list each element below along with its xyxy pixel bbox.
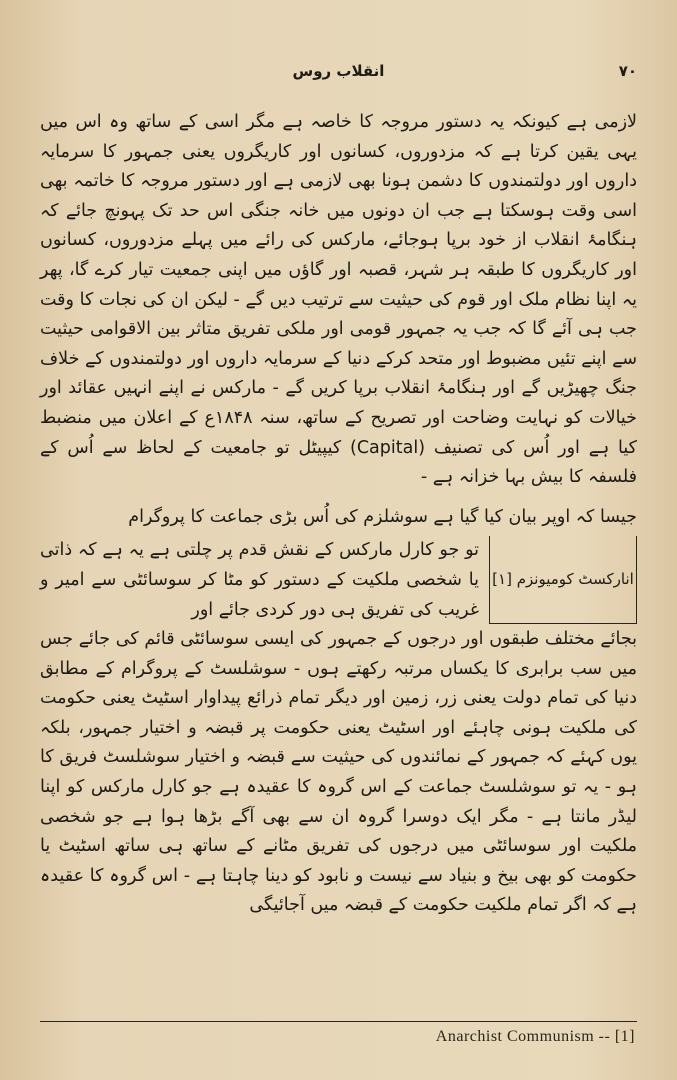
boxed-term: انارکسٹ کومیونزم [۱] bbox=[489, 536, 637, 624]
page-number: ۷۰ bbox=[618, 62, 637, 80]
running-title: انقلاب روس bbox=[292, 62, 385, 80]
paragraph-intro: جیسا کہ اوپر بیان کیا گیا ہے سوشلزم کی اُس بڑی جماعت کا پروگرام bbox=[128, 506, 637, 527]
paragraph-beside-box: تو جو کارل مارکس کے نقش قدم پر چلتی ہے یہ ہے کہ ذاتی یا شخصی ملکیت کے دستور کو مٹا کر سوسائٹی سے امیر و غریب کی تفریق ہی دور کردی جائے اور bbox=[40, 540, 479, 620]
paragraph: بجائے مختلف طبقوں اور درجوں کے جمہور کی ایسی سوسائٹی قائم کی جائے جس میں سب برابری کا یکساں مرتبہ رکھتے ہوں - سوشلسٹ کے پروگرام کے مطابق دنیا کی تمام دولت یعنی زر، زمین اور دیگر تمام ذرائع پیداوار اسٹیٹ یعنی حکومت کی ملکیت ہونی چاہئے اور اسٹیٹ یعنی حکومت پر قبضہ و اختیار جمہور، بلکہ یوں کہئے کہ جمہور کے نمائندوں کی حیثیت سے قبضہ و اختیار سوشلسٹ فریق کا ہو - یہ تو سوشلسٹ جماعت کے اس گروہ کا عقیدہ ہے جو کارل مارکس کو اپنا لیڈر مانتا ہے - مگر ایک دوسرا گروہ ان سے بھی آگے بڑھا ہوا ہے جو شخصی ملکیت اور سوسائٹی میں درجوں کی تفریق مٹانے کے ساتھ ہی ساتھ اسٹیٹ یا حکومت کو بھی بیخ و بنیاد سے نیست و نابود کو دینا چاہتا ہے - اس گروہ کا عقیدہ ہے کہ اگر تمام ملکیت حکومت کے قبضہ میں آجائیگی bbox=[40, 629, 637, 916]
page-body bbox=[40, 108, 637, 921]
boxed-term-row bbox=[40, 536, 637, 625]
footnote-divider bbox=[40, 1021, 637, 1022]
page-header bbox=[40, 62, 637, 86]
paragraph: لازمی ہے کیونکہ یہ دستور مروجہ کا خاصہ ہے مگر اسی کے ساتھ وہ اس میں یہی یقین کرتا ہے کہ مزدوروں، کسانوں اور کاریگروں یعنی جمہور کا سرمایہ داروں اور دولتمندوں کا دشمن ہونا بھی لازمی ہے اور دستور مروجہ کا خاتمہ بھی اسی وقت ہوسکتا ہے جب ان دونوں میں خانہ جنگی اس حد تک پہونچ جائے کہ ہنگامۂ انقلاب از خود برپا ہوجائے، مارکس کی رائے میں پہلے مزدوروں، کسانوں اور کاریگروں کا طبقہ ہر شہر، قصبہ اور گاؤں میں اپنی جمعیت تیار کرے گا، پھر یہ اپنا نظام ملک اور قوم کی حیثیت سے ترتیب دیں گے - لیکن ان کی نجات کا وقت جب ہی آئے گا کہ جب یہ جمہور قومی اور ملکی تفریق متاثر بین الاقوامی حیثیت سے اپنے تئیں مضبوط اور متحد کرکے دنیا کے سرمایہ داروں اور دولتمندوں کے خلاف جنگ چھیڑیں گے اور ہنگامۂ انقلاب برپا کریں گے - مارکس نے اپنے انہیں عقائد اور خیالات کو نہایت وضاحت اور تصریح کے ساتھ، سنہ ۱۸۴۸ع کے اعلان میں منضبط کیا ہے اور اُس کی تصنیف (Capital) کیپیٹل تو جامعیت کے لحاظ سے اُس کے فلسفہ کا بیش بہا خزانہ ہے - bbox=[40, 112, 638, 488]
footnote: Anarchist Communism -- [1] bbox=[435, 1028, 635, 1045]
